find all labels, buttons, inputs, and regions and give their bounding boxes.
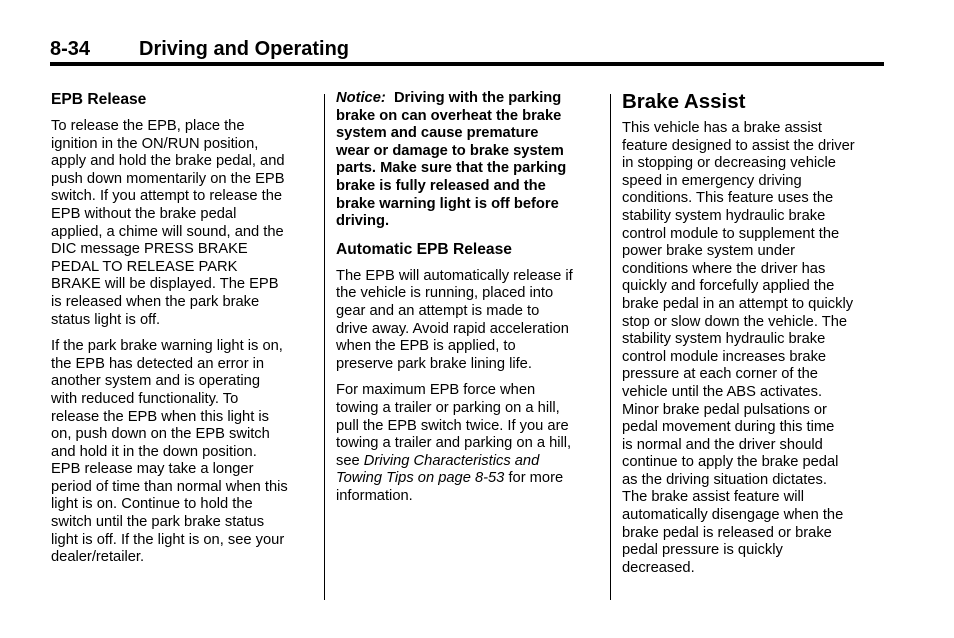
text-line: parts. Make sure that the parking	[336, 160, 567, 177]
text-line: quickly and forcefully applied the	[622, 278, 835, 295]
notice-block	[336, 90, 600, 231]
text-line: information.	[336, 487, 413, 504]
text-line: light is on. Continue to hold the	[51, 496, 253, 513]
text-line: applied, a chime will sound, and the	[51, 223, 284, 240]
paragraph-brake-assist	[622, 120, 884, 577]
heading-brake-assist: Brake Assist	[622, 90, 746, 113]
text-line: power brake system under	[622, 243, 796, 260]
text-line: pedal movement during this time	[622, 419, 835, 436]
heading-automatic-epb-release: Automatic EPB Release	[336, 240, 512, 258]
paragraph-epb-release-2	[51, 338, 313, 567]
text-line: pressure at each corner of the	[622, 366, 818, 383]
text-line: wear or damage to brake system	[336, 142, 564, 159]
text-line: control module to supplement the	[622, 225, 840, 242]
text-line: drive away. Avoid rapid acceleration	[336, 320, 569, 337]
text-line: driving.	[336, 213, 390, 230]
text-line: The brake assist feature will	[622, 489, 805, 506]
text-line: and hold it in the down position.	[51, 443, 257, 460]
heading-epb-release: EPB Release	[51, 91, 147, 108]
see-text: see	[336, 452, 364, 469]
tail-text: for more	[504, 470, 564, 487]
text-line: stability system hydraulic brake	[622, 207, 826, 224]
text-line: brake pedal in an attempt to quickly	[622, 295, 854, 312]
column-1	[51, 90, 313, 576]
column-divider-1	[324, 94, 325, 600]
text-line: BRAKE will be displayed. The EPB	[51, 276, 279, 293]
text-line: the vehicle is running, placed into	[336, 285, 554, 302]
text-line: on, push down on the EPB switch	[51, 426, 270, 443]
text-line: EPB release may take a longer	[51, 461, 254, 478]
text-line	[336, 90, 600, 108]
text-line: in stopping or decreasing vehicle	[622, 155, 836, 172]
text-line: as the driving situation dictates.	[622, 471, 827, 488]
text-line: conditions where the driver has	[622, 260, 826, 277]
text-line: another system and is operating	[51, 373, 261, 390]
text-line: automatically disengage when the	[622, 507, 844, 524]
text-line: towing a trailer or parking on a hill,	[336, 399, 560, 416]
text-line: For maximum EPB force when	[336, 382, 536, 399]
paragraph-auto-release	[336, 268, 600, 374]
text-line: release the EPB when this light is	[51, 408, 269, 425]
page-number: 8-34	[50, 38, 91, 60]
text-line: is released when the park brake	[51, 293, 260, 310]
text-line: brake is fully released and the	[336, 177, 546, 194]
text-line: period of time than normal when this	[51, 478, 288, 495]
text-line: pedal pressure is quickly	[622, 542, 783, 559]
cross-reference-link[interactable]: Driving Characteristics and	[363, 452, 540, 469]
text-line: stop or slow down the vehicle. The	[622, 313, 848, 330]
text-line: Minor brake pedal pulsations or	[622, 401, 827, 418]
text-line: pull the EPB switch twice. If you are	[336, 417, 569, 434]
text-line: stability system hydraulic brake	[622, 331, 826, 348]
text-line: If the park brake warning light is on,	[51, 338, 283, 355]
column-2	[336, 90, 600, 514]
text-line: speed in emergency driving	[622, 172, 802, 189]
text-line	[336, 453, 600, 471]
text-line: system and cause premature	[336, 125, 539, 142]
paragraph-epb-release-1	[51, 118, 313, 329]
text-line: DIC message PRESS BRAKE	[51, 241, 248, 258]
text-line: the EPB has detected an error in	[51, 355, 265, 372]
text-line: brake warning light is off before	[336, 195, 559, 212]
text-line: dealer/retailer.	[51, 549, 145, 566]
paragraph-max-force	[336, 382, 600, 505]
cross-reference-link[interactable]: Towing Tips on page 8-53	[336, 470, 505, 487]
text-line: PEDAL TO RELEASE PARK	[51, 258, 238, 275]
text-line: brake pedal is released or brake	[622, 524, 832, 541]
text-line: To release the EPB, place the	[51, 118, 245, 134]
text-line: is normal and the driver should	[622, 436, 823, 453]
text-line: decreased.	[622, 559, 695, 576]
notice-text: Driving with the parking	[393, 90, 562, 106]
text-line: apply and hold the brake pedal, and	[51, 153, 285, 170]
text-line: switch until the park brake status	[51, 514, 265, 531]
text-line: switch. If you attempt to release the	[51, 188, 283, 205]
text-line: gear and an attempt is made to	[336, 302, 540, 319]
text-line: vehicle until the ABS activates.	[622, 383, 823, 400]
page-header	[50, 38, 884, 62]
header-rule	[50, 62, 884, 66]
text-line	[336, 470, 600, 488]
text-line: conditions. This feature uses the	[622, 190, 834, 207]
text-line: push down momentarily on the EPB	[51, 170, 285, 187]
text-line: towing a trailer and parking on a hill,	[336, 435, 572, 452]
text-line: feature designed to assist the driver	[622, 137, 855, 154]
text-line: continue to apply the brake pedal	[622, 454, 839, 471]
column-divider-2	[610, 94, 611, 600]
text-line: control module increases brake	[622, 348, 827, 365]
text-line: EPB without the brake pedal	[51, 205, 237, 222]
text-line: when the EPB is applied, to	[336, 338, 516, 355]
text-line: brake on can overheat the brake	[336, 107, 562, 124]
notice-label: Notice:	[336, 90, 386, 106]
text-line: status light is off.	[51, 311, 161, 328]
text-line: This vehicle has a brake assist	[622, 120, 823, 136]
column-3	[622, 90, 884, 586]
text-line: with reduced functionality. To	[51, 390, 239, 407]
text-line: ignition in the ON/RUN position,	[51, 135, 259, 152]
section-title: Driving and Operating	[139, 38, 350, 60]
text-line: light is off. If the light is on, see your	[51, 531, 285, 548]
text-line: The EPB will automatically release if	[336, 267, 573, 284]
text-line: preserve park brake lining life.	[336, 355, 532, 372]
